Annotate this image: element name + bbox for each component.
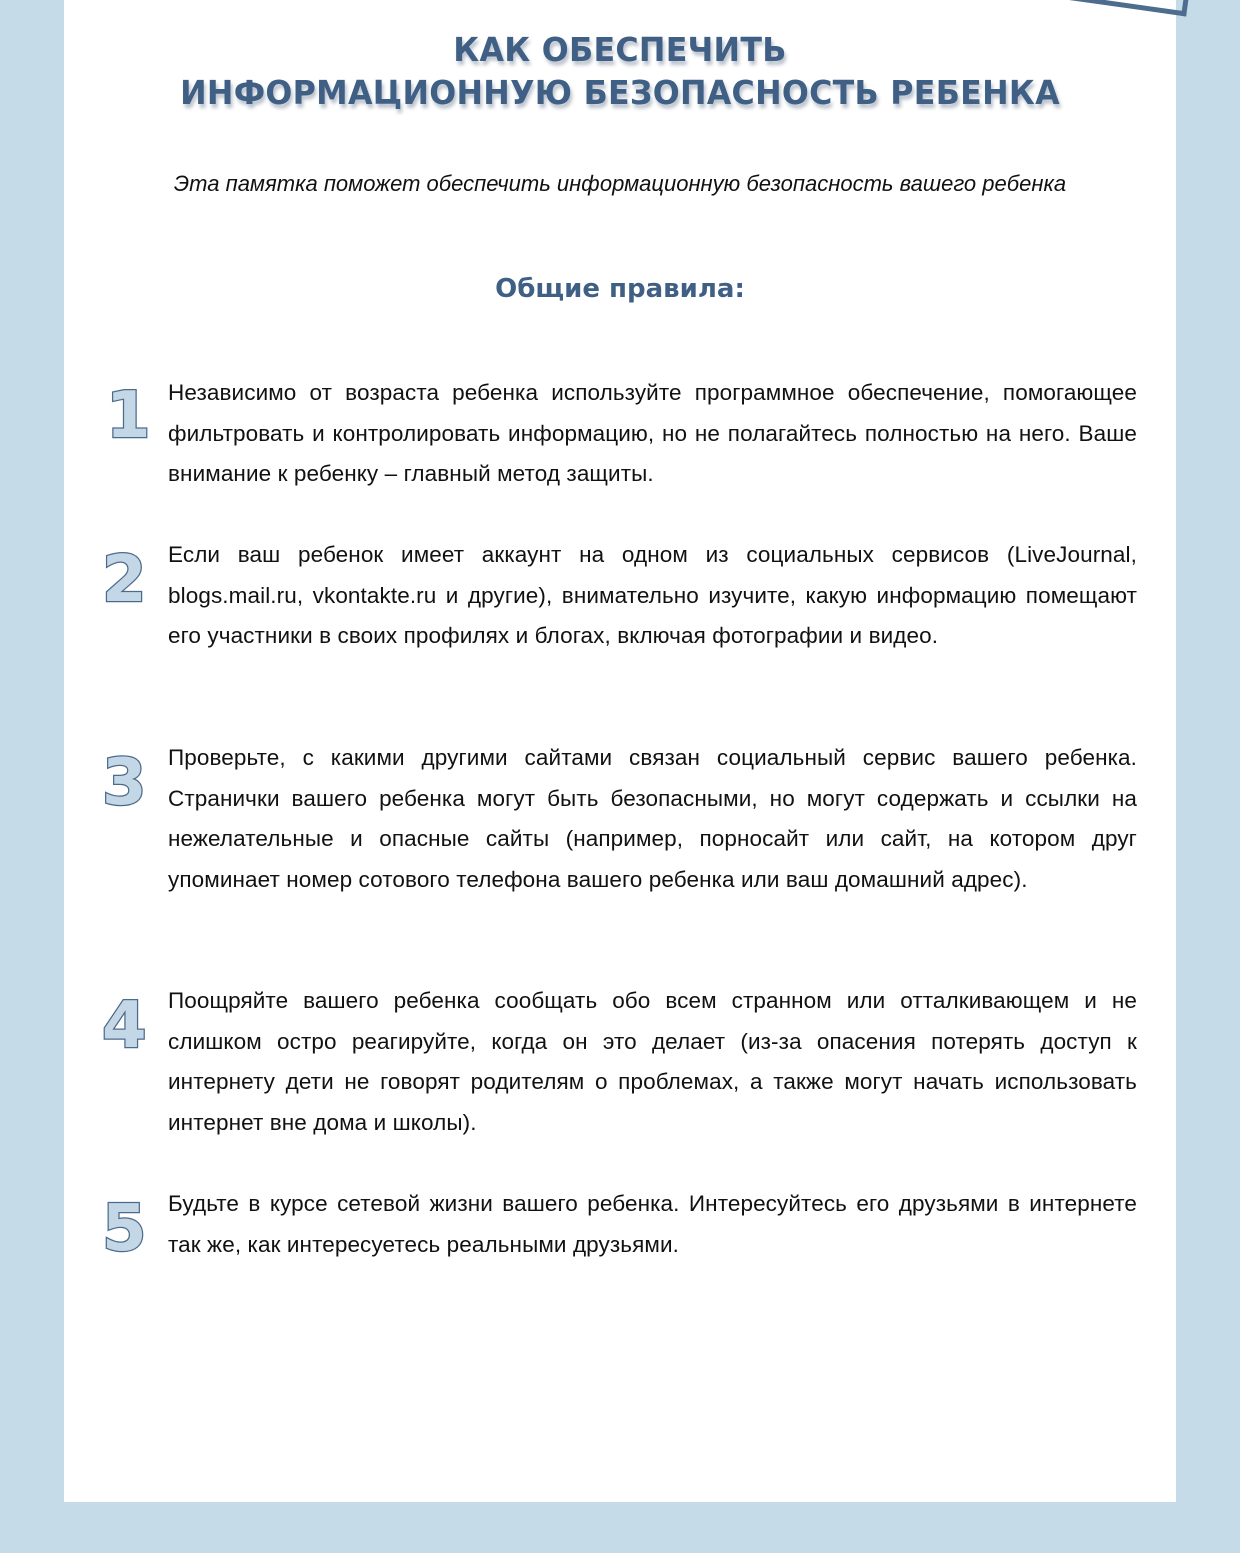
numeral-3-icon <box>100 746 158 820</box>
rule-text: Независимо от возраста ребенка используйте программное обеспечение, помогающее фильтровать и контролировать информацию, но не полагайтесь полностью на него. Ваше внимание к ребенку – главный метод защиты. <box>168 380 1137 486</box>
numeral-4-icon <box>100 989 158 1063</box>
page-subtitle: Эта памятка поможет обеспечить информационную безопасность вашего ребенка <box>173 171 1067 196</box>
page-title <box>86 28 1154 114</box>
section-heading: Общие правила: <box>495 274 745 304</box>
numeral-2-icon <box>100 543 158 617</box>
rule-number: 5 <box>102 1192 147 1266</box>
rule-text: Будьте в курсе сетевой жизни вашего ребенка. Интересуйтесь его друзьями в интернете так же, как интересуетесь реальными друзьями. <box>168 1191 1137 1257</box>
rule-text: Если ваш ребенок имеет аккаунт на одном из социальных сервисов (LiveJournal, blogs.mail.ru, vkontakte.ru и другие), внимательно изучите, какую информацию помещают его участники в своих профилях и блогах, включая фотографии и видео. <box>168 542 1137 648</box>
rule-text: Поощряйте вашего ребенка сообщать обо всем странном или отталкивающем и не слишком остро реагируйте, когда он это делает (из-за опасения потерять доступ к интернету дети не говорят родителям о проблемах, а также могут начать использовать интернет вне дома и школы). <box>168 988 1137 1135</box>
page-title-line-1: КАК ОБЕСПЕЧИТЬ <box>453 30 787 69</box>
numeral-5-icon <box>100 1192 158 1266</box>
numeral-1-icon <box>100 379 158 453</box>
rule-text: Проверьте, с какими другими сайтами связан социальный сервис вашего ребенка. Странички вашего ребенка могут быть безопасными, но могут содержать и ссылки на нежелательные и опасные сайты (например, порносайт или сайт, на котором друг упоминает номер сотового телефона вашего ребенка или ваш домашний адрес). <box>168 745 1137 892</box>
rule-number: 2 <box>102 543 147 617</box>
page-title-line-2: ИНФОРМАЦИОННУЮ БЕЗОПАСНОСТЬ РЕБЕНКА <box>180 73 1060 112</box>
rule-number: 3 <box>102 746 147 820</box>
rule-number: 1 <box>106 379 151 453</box>
rule-number: 4 <box>102 989 147 1063</box>
